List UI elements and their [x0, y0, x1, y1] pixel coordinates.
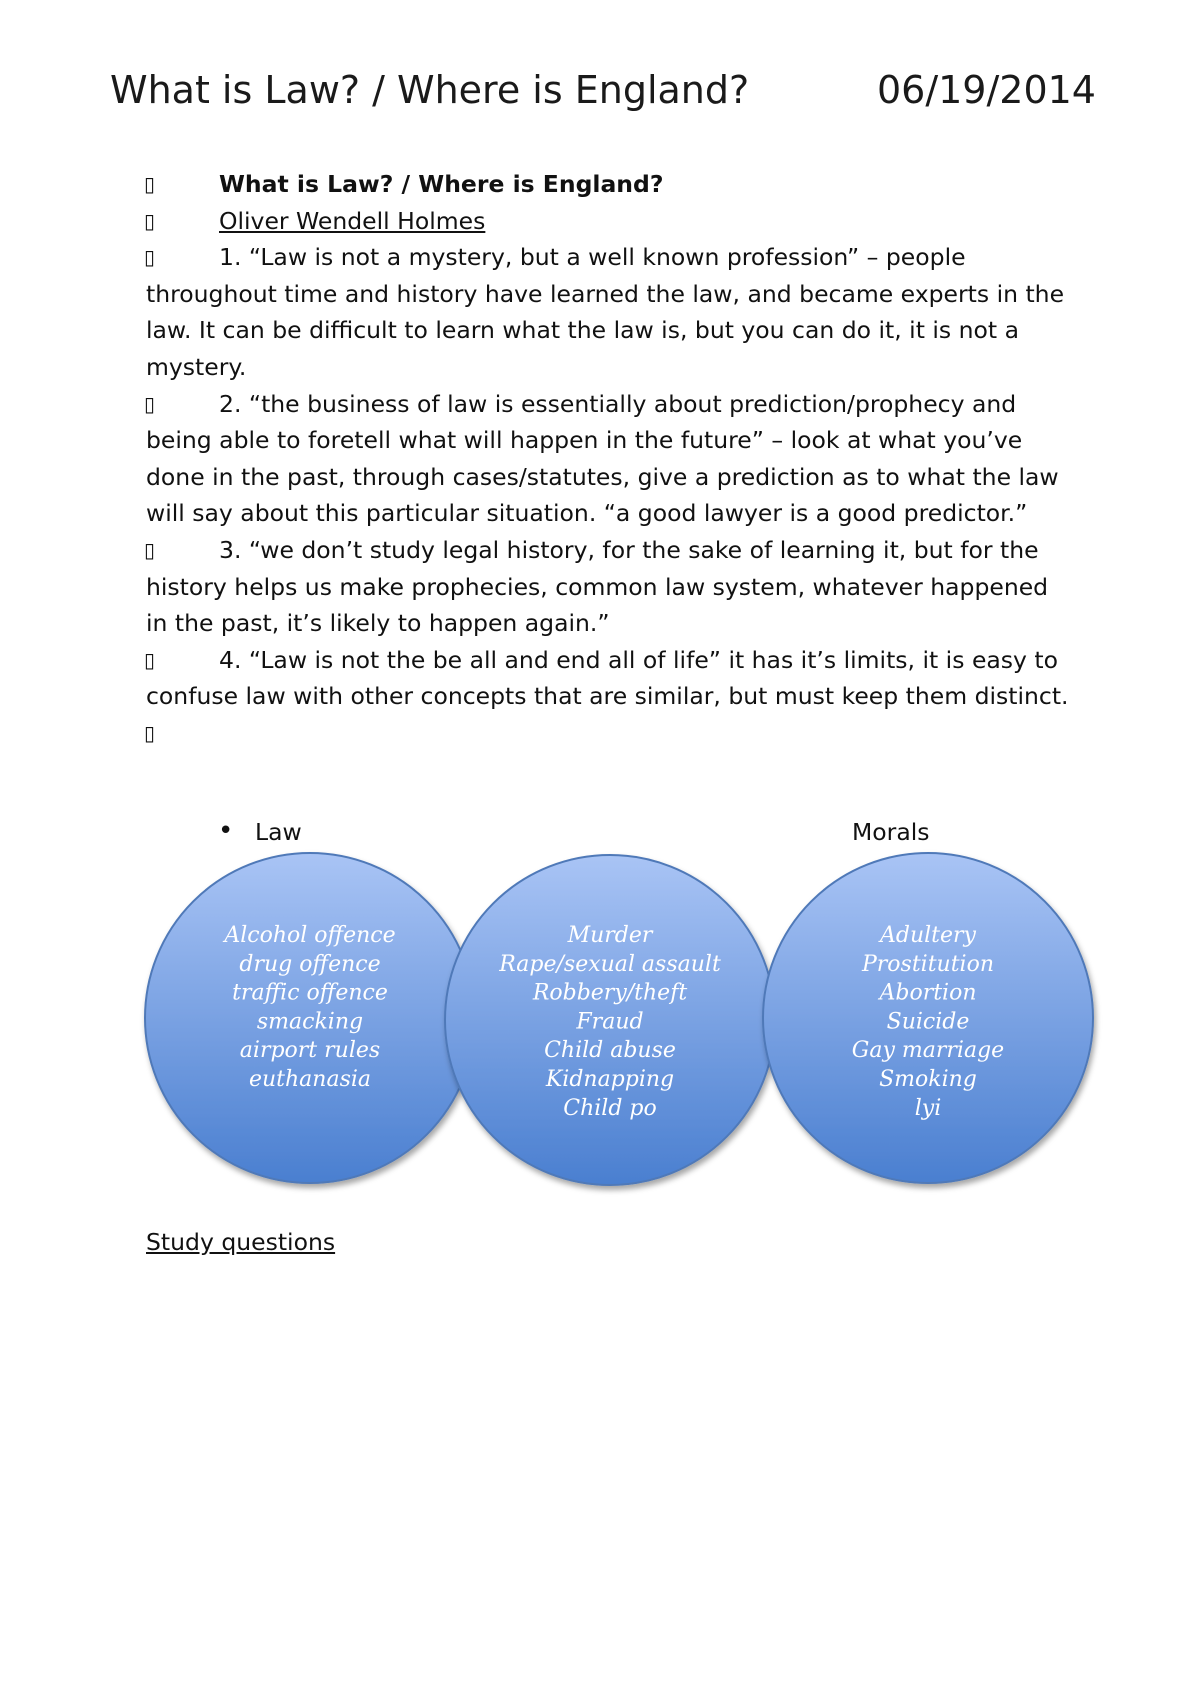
missing-glyph-icon: ▯: [144, 537, 156, 562]
empty-marker-line: [146, 715, 1076, 752]
study-questions-heading: Study questions: [146, 1228, 336, 1256]
point-4: [146, 642, 1076, 715]
point-1-rest: throughout time and history have learned the law, and became experts in the law. It can be difficult to learn what the law is, but you can do it, it is not a mystery.: [146, 279, 1065, 381]
morals-circle: [763, 853, 1093, 1183]
morals-label: Morals: [852, 818, 930, 846]
morals-circle-item: Suicide: [886, 1009, 970, 1035]
law-circle-item: smacking: [256, 1009, 364, 1035]
author-name: Oliver Wendell Holmes: [219, 206, 486, 235]
point-3-first-line: 3. “we don’t study legal history, for the sake of learning it, but for: [219, 535, 993, 564]
overlap-circle-item: Robbery/theft: [532, 980, 688, 1006]
overlap-circle-item: Murder: [567, 923, 653, 948]
law-circle: [145, 853, 475, 1183]
missing-glyph-icon: ▯: [144, 245, 156, 270]
missing-glyph-icon: ▯: [144, 172, 156, 196]
morals-circle-item: Gay marriage: [851, 1038, 1005, 1064]
law-label: Law: [255, 818, 302, 846]
page-header-date: 06/19/2014: [876, 68, 1096, 112]
missing-glyph-icon: ▯: [144, 208, 156, 233]
overlap-circle: [445, 855, 775, 1185]
point-3-rest: the history helps us make prophecies, common law system, whatever happened in the past, it’s likely to happen again.”: [146, 535, 1049, 638]
point-4-rest: easy to confuse law with other concepts that are similar, but must keep them distinct.: [146, 645, 1069, 711]
author-line: [146, 203, 1076, 240]
point-1-first-line: 1. “Law is not a mystery, but a well known profession” – people: [219, 243, 966, 272]
morals-circle-item: Prostitution: [861, 951, 995, 977]
morals-circle-item: lyi: [914, 1095, 942, 1121]
morals-circle-item: Smoking: [879, 1067, 977, 1092]
morals-circle-item: Adultery: [880, 923, 976, 948]
law-circle-item: Alcohol offence: [224, 923, 396, 948]
point-2-rest: being able to foretell what will happen in the future” – look at what you’ve done in the past, through cases/statutes, give a prediction as to what the law will say about this particular situation. “a good lawyer is a good predictor.”: [146, 426, 1059, 528]
point-4-first-line: 4. “Law is not the be all and end all of life” it has it’s limits, it is: [219, 645, 965, 674]
missing-glyph-icon: ▯: [144, 720, 156, 745]
missing-glyph-icon: ▯: [144, 647, 156, 672]
overlap-circle-item: Child abuse: [544, 1038, 676, 1064]
page-header-title: What is Law? / Where is England?: [110, 68, 750, 112]
overlap-circle-item: Rape/sexual assault: [499, 951, 721, 977]
overlap-circle-item: Kidnapping: [545, 1067, 675, 1092]
point-1: [146, 239, 1076, 385]
law-circle-item: drug offence: [239, 951, 381, 977]
point-2-first-line: 2. “the business of law is essentially about prediction/prophecy and: [219, 389, 1017, 418]
point-2: [146, 386, 1076, 532]
overlap-circle-item: Fraud: [576, 1009, 644, 1035]
notes-body: [146, 166, 1076, 752]
law-circle-item: airport rules: [239, 1038, 381, 1064]
law-circle-item: euthanasia: [248, 1067, 372, 1092]
notes-heading: What is Law? / Where is England?: [219, 170, 664, 198]
bullet-icon: •: [218, 816, 234, 846]
missing-glyph-icon: ▯: [144, 391, 156, 416]
law-circle-item: traffic offence: [232, 980, 388, 1006]
morals-circle-item: Abortion: [879, 980, 977, 1006]
law-morals-venn-diagram: [120, 840, 1110, 1200]
notes-heading-line: [146, 166, 1076, 203]
overlap-circle-item: Child po: [563, 1095, 657, 1121]
point-3: [146, 532, 1076, 642]
